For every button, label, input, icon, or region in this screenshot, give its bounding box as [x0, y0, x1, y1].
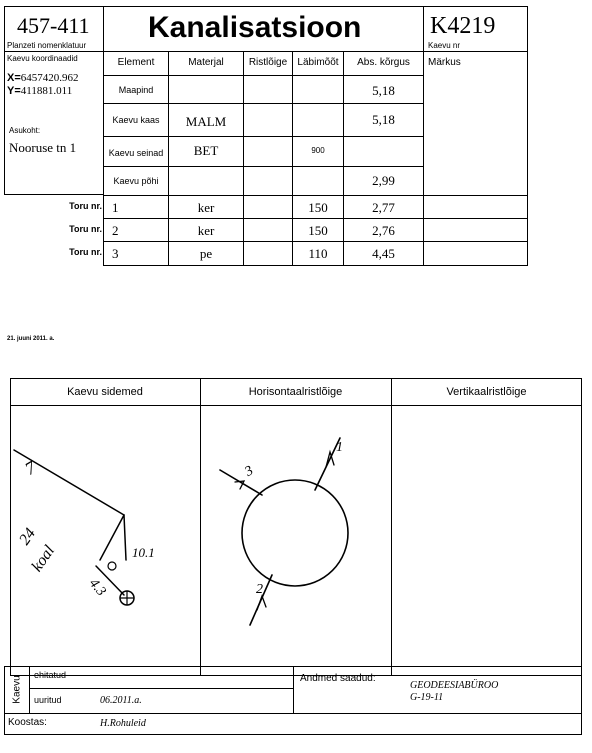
y-label: Y= [7, 85, 21, 97]
surveyed-row [29, 688, 294, 714]
pipe-label-text: Toru nr. [69, 224, 102, 234]
col-title-horizontal: Horisontaalristlõige [248, 386, 343, 398]
well-id-caption: Kaevu nr [428, 41, 461, 50]
hand-label-4-3: 4.3 [85, 576, 109, 600]
coords-caption: Kaevu koordinaadid [7, 54, 78, 63]
footer-side-label: Kaevu [11, 675, 23, 704]
pipe-mark-2: 2 [256, 582, 263, 597]
pipe-diameter: 150 [308, 200, 328, 215]
x-label: X= [7, 72, 21, 84]
built-row [29, 666, 294, 689]
date-note: 21. juuni 2011. a. [7, 336, 55, 342]
height-value: 5,18 [372, 112, 395, 127]
hand-label-10-1: 10.1 [132, 545, 155, 560]
material-value: BET [193, 143, 219, 158]
element-label: Kaevu seinad [108, 148, 164, 158]
page-title: Kanalisatsioon [148, 11, 362, 44]
pipe-label-text: Toru nr. [69, 247, 102, 257]
pipe-label-text: Toru nr. [69, 201, 102, 211]
compiled-value: H.Rohuleid [100, 718, 146, 729]
address-caption: Asukoht: [9, 126, 41, 135]
data-from-value: GEODEESIABÜROO [410, 680, 499, 691]
element-label: Maapind [118, 85, 154, 95]
sheet-number: 457-411 [17, 13, 90, 38]
x-value: 6457420.962 [20, 72, 79, 84]
col-title-connections: Kaevu sidemed [67, 386, 143, 398]
compiled-row [4, 713, 582, 735]
pipe-mark-1: 1 [336, 440, 343, 455]
pipe-2-arrow [257, 596, 266, 610]
well-circle [242, 480, 348, 586]
hand-label-koal: koal [28, 542, 59, 575]
th-cross-text: Ristlõige [248, 57, 288, 68]
well-id: K4219 [430, 13, 496, 39]
pipe-no: 3 [112, 246, 119, 261]
col-title-vertical: Vertikaalristlõige [446, 386, 527, 398]
data-from-label: Andmed saadud: [300, 673, 376, 684]
material-value: MALM [185, 114, 227, 129]
horizontal-section [220, 438, 348, 625]
height-value: 5,18 [372, 83, 395, 98]
height-value: 2,99 [372, 173, 395, 188]
hand-label-7: 7 [21, 457, 40, 479]
th-element-text: Element [117, 57, 155, 68]
pipe-material: ker [197, 200, 215, 215]
pipe-material: pe [199, 246, 213, 261]
pipe-height: 2,76 [372, 223, 395, 238]
sheet-caption: Planzeti nomenklatuur [7, 41, 87, 50]
pipe-height: 2,77 [372, 200, 395, 215]
reference-point [108, 562, 116, 570]
pipe-diameter: 110 [308, 246, 328, 261]
element-label: Kaevu põhi [113, 176, 159, 186]
y-value: 411881.011 [20, 85, 73, 97]
compiled-label: Koostas: [8, 717, 47, 728]
pipe-no: 2 [112, 223, 119, 238]
pipe-material: ker [197, 223, 215, 238]
pipe-diameter: 150 [308, 223, 328, 238]
surveyed-value: 06.2011.a. [100, 695, 142, 706]
tie-line-1 [124, 515, 126, 560]
th-material-text: Materjal [188, 57, 224, 68]
pipe-3-line [220, 470, 262, 495]
pipe-no: 1 [112, 200, 119, 215]
element-label: Kaevu kaas [112, 115, 160, 125]
built-label: ehitatud [34, 670, 67, 680]
pipe-height: 4,45 [372, 246, 395, 261]
address-value: Nooruse tn 1 [9, 140, 77, 155]
hand-label-24: 24 [16, 525, 40, 549]
th-diameter-text: Läbimõõt [297, 57, 339, 68]
data-from-code: G-19-11 [410, 692, 444, 703]
diameter-value: 900 [311, 146, 325, 155]
th-height-text: Abs. kõrgus [357, 57, 410, 68]
th-notes-text: Märkus [428, 57, 461, 68]
surveyed-label: uuritud [34, 695, 62, 705]
pipe-mark-3: 3 [242, 463, 257, 480]
